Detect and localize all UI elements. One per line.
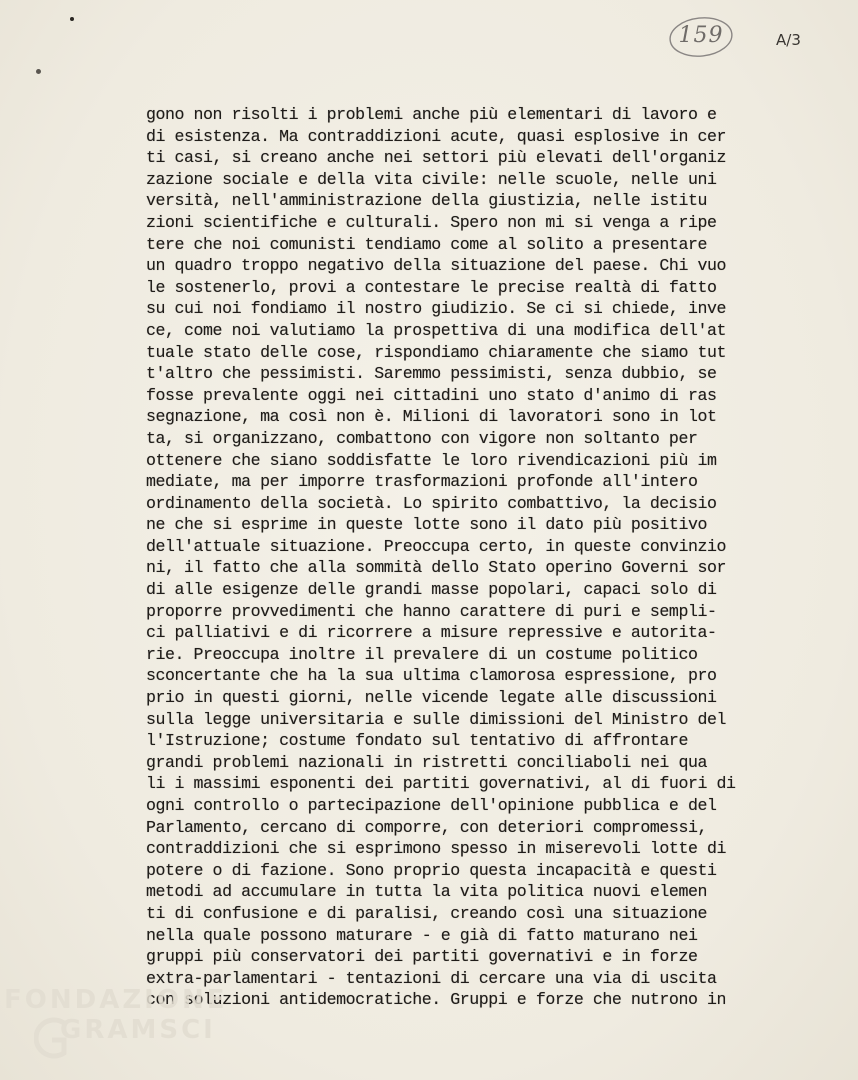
text-line: sconcertante che ha la sua ultima clamorosa espressione, pro bbox=[146, 666, 717, 686]
text-line: mediate, ma per imporre trasformazioni profonde all'intero bbox=[146, 472, 698, 492]
text-line: un quadro troppo negativo della situazione del paese. Chi vuo bbox=[146, 256, 726, 276]
ink-spot bbox=[70, 17, 74, 21]
text-line: gruppi più conservatori dei partiti governativi e in forze bbox=[146, 947, 698, 967]
text-line: proporre provvedimenti che hanno carattere di puri e sempli- bbox=[146, 601, 717, 621]
watermark-line-1: FONDAZIONE bbox=[4, 985, 228, 1015]
text-line: segnazione, ma così non è. Milioni di lavoratori sono in lot bbox=[146, 407, 717, 427]
text-line: tere che noi comunisti tendiamo come al solito a presentare bbox=[146, 234, 707, 254]
text-line: ottenere che siano soddisfatte le loro rivendicazioni più im bbox=[146, 450, 717, 470]
text-line: ordinamento della società. Lo spirito combattivo, la decisio bbox=[146, 493, 717, 513]
text-line: sulla legge universitaria e sulle dimissioni del Ministro del bbox=[146, 709, 726, 729]
text-line: ne che si esprime in queste lotte sono il dato più positivo bbox=[146, 515, 707, 535]
text-line: su cui noi fondiamo il nostro giudizio. Se ci si chiede, inve bbox=[146, 299, 726, 319]
typed-text-body bbox=[146, 104, 826, 1011]
text-line: di alle esigenze delle grandi masse popolari, capaci solo di bbox=[146, 580, 717, 600]
text-line: Parlamento, cercano di comporre, con deteriori compromessi, bbox=[146, 817, 707, 837]
text-line: dell'attuale situazione. Preoccupa certo, in queste convinzio bbox=[146, 536, 726, 556]
text-line: fosse prevalente oggi nei cittadini uno stato d'animo di ras bbox=[146, 385, 717, 405]
text-line: ta, si organizzano, combattono con vigore non soltanto per bbox=[146, 428, 698, 448]
text-line: con soluzioni antidemocratiche. Gruppi e forze che nutrono in bbox=[146, 990, 726, 1010]
folio-number: 159 bbox=[678, 23, 724, 48]
text-line: rie. Preoccupa inoltre il prevalere di un costume politico bbox=[146, 644, 698, 664]
text-line: grandi problemi nazionali in ristretti conciliaboli nei qua bbox=[146, 752, 707, 772]
text-line: ti di confusione e di paralisi, creando così una situazione bbox=[146, 903, 707, 923]
page-code: A/3 bbox=[776, 31, 801, 49]
text-line: ni, il fatto che alla sommità dello Stato operino Governi sor bbox=[146, 558, 726, 578]
watermark-line-2: GRAMSCI bbox=[60, 1015, 216, 1045]
text-line: ce, come noi valutiamo la prospettiva di una modifica dell'at bbox=[146, 320, 726, 340]
folio-stamp bbox=[667, 14, 735, 60]
text-line: ci palliativi e di ricorrere a misure repressive e autorita- bbox=[146, 623, 717, 643]
text-line: zioni scientifiche e culturali. Spero non mi si venga a ripe bbox=[146, 212, 717, 232]
text-line: extra-parlamentari - tentazioni di cercare una via di uscita bbox=[146, 968, 717, 988]
ink-spot bbox=[36, 69, 41, 74]
text-line: zazione sociale e della vita civile: nelle scuole, nelle uni bbox=[146, 169, 717, 189]
text-line: ti casi, si creano anche nei settori più elevati dell'organiz bbox=[146, 148, 726, 168]
text-line: gono non risolti i problemi anche più elementari di lavoro e bbox=[146, 105, 717, 124]
text-line: prio in questi giorni, nelle vicende legate alle discussioni bbox=[146, 688, 717, 708]
watermark-logo bbox=[4, 985, 228, 1075]
text-line: metodi ad accumulare in tutta la vita politica nuovi elemen bbox=[146, 882, 707, 902]
text-line: versità, nell'amministrazione della giustizia, nelle istitu bbox=[146, 191, 707, 211]
text-line: l'Istruzione; costume fondato sul tentativo di affrontare bbox=[146, 731, 688, 751]
text-line: tuale stato delle cose, rispondiamo chiaramente che siamo tut bbox=[146, 342, 726, 362]
text-line: le sostenerlo, provi a contestare le precise realtà di fatto bbox=[146, 277, 717, 297]
text-line: t'altro che pessimisti. Saremmo pessimisti, senza dubbio, se bbox=[146, 364, 717, 384]
text-line: nella quale possono maturare - e già di fatto maturano nei bbox=[146, 925, 698, 945]
text-line: li i massimi esponenti dei partiti governativi, al di fuori di bbox=[146, 774, 736, 794]
text-line: contraddizioni che si esprimono spesso in miserevoli lotte di bbox=[146, 839, 726, 859]
text-line: ogni controllo o partecipazione dell'opinione pubblica e del bbox=[146, 796, 717, 815]
text-line: di esistenza. Ma contraddizioni acute, quasi esplosive in cer bbox=[146, 126, 726, 146]
text-line: potere o di fazione. Sono proprio questa incapacità e questi bbox=[146, 860, 717, 880]
